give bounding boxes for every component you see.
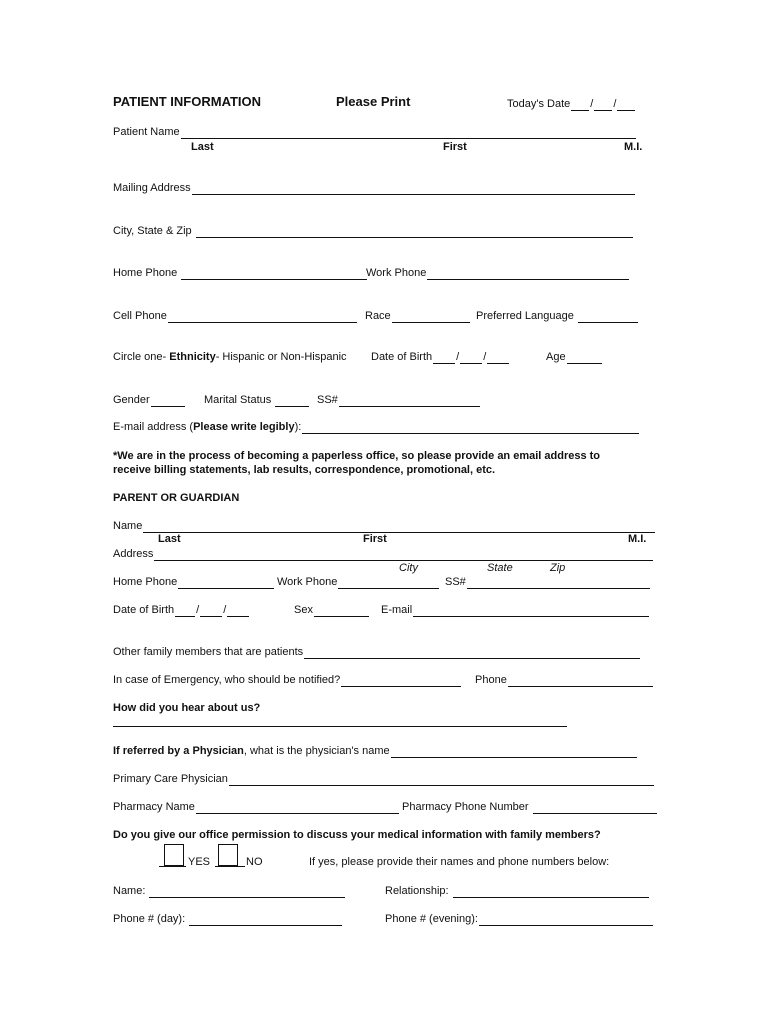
guardian-home-phone-label: Home Phone	[113, 576, 178, 588]
email-field[interactable]	[113, 420, 640, 434]
permission-question: Do you give our office permission to discuss your medical information with family members?	[113, 829, 601, 841]
email-legibly-note: Please write legibly	[193, 421, 295, 433]
no-label: NO	[246, 856, 263, 868]
family-name-field[interactable]	[113, 884, 346, 898]
no-checkbox[interactable]	[218, 844, 238, 866]
please-print-label: Please Print	[336, 94, 411, 109]
relationship-label: Relationship:	[385, 885, 449, 897]
patient-dob-label: Date of Birth	[371, 351, 433, 363]
ethnicity-question[interactable]	[113, 350, 347, 364]
guardian-dob-label: Date of Birth	[113, 604, 175, 616]
age-field[interactable]	[546, 350, 603, 364]
guardian-email-field[interactable]	[381, 603, 650, 617]
phone-evening-field[interactable]	[385, 912, 654, 926]
family-members-field[interactable]	[113, 645, 641, 659]
mailing-address-label: Mailing Address	[113, 182, 191, 194]
cell-phone-field[interactable]	[113, 309, 358, 323]
referring-physician-field[interactable]	[113, 744, 638, 758]
ethnicity-label: Ethnicity	[169, 351, 216, 363]
phone-day-field[interactable]	[113, 912, 343, 926]
guardian-ssn-label: SS#	[445, 576, 466, 588]
guardian-name-field[interactable]	[113, 519, 656, 533]
age-label: Age	[546, 351, 566, 363]
race-field[interactable]	[365, 309, 471, 323]
marital-status-label: Marital Status	[204, 394, 272, 406]
emergency-phone-label: Phone	[475, 674, 507, 686]
guardian-first-label: First	[363, 533, 387, 545]
referring-physician-label: If referred by a Physician, what is the physician's name	[113, 745, 390, 757]
pharmacy-name-field[interactable]	[113, 800, 400, 814]
ethnicity-options: - Hispanic or Non-Hispanic	[215, 351, 347, 363]
race-label: Race	[365, 310, 391, 322]
cell-phone-label: Cell Phone	[113, 310, 167, 322]
preferred-language-field[interactable]	[476, 309, 639, 323]
guardian-work-phone-field[interactable]	[277, 575, 440, 589]
patient-ssn-label: SS#	[317, 394, 338, 406]
patient-last-label: Last	[191, 141, 214, 153]
guardian-address-label: Address	[113, 548, 154, 560]
patient-name-label: Patient Name	[113, 126, 180, 138]
family-members-label: Other family members that are patients	[113, 646, 304, 658]
yes-checkbox[interactable]	[164, 844, 184, 866]
guardian-name-label: Name	[113, 520, 143, 532]
guardian-dob-field[interactable]: Date of Birth / /	[113, 603, 250, 617]
home-phone-label: Home Phone	[113, 267, 178, 279]
preferred-language-label: Preferred Language	[476, 310, 574, 322]
guardian-zip-label: Zip	[550, 562, 566, 574]
todays-date-label: Today's Date	[507, 98, 571, 110]
guardian-ssn-field[interactable]	[445, 575, 651, 589]
gender-label: Gender	[113, 394, 150, 406]
relationship-field[interactable]	[385, 884, 650, 898]
guardian-address-field[interactable]	[113, 547, 654, 561]
emergency-phone-field[interactable]	[475, 673, 654, 687]
guardian-last-label: Last	[158, 533, 181, 545]
home-phone-field[interactable]	[113, 266, 368, 280]
form-title: PATIENT INFORMATION	[113, 94, 262, 109]
patient-mi-label: M.I.	[624, 141, 643, 153]
patient-name-field[interactable]	[113, 125, 637, 139]
pharmacy-phone-label: Pharmacy Phone Number	[402, 801, 529, 813]
pharmacy-name-label: Pharmacy Name	[113, 801, 195, 813]
primary-care-field[interactable]	[113, 772, 655, 786]
work-phone-label: Work Phone	[366, 267, 427, 279]
pharmacy-phone-field[interactable]	[402, 800, 658, 814]
city-state-zip-field[interactable]	[113, 224, 634, 238]
mailing-address-field[interactable]	[113, 181, 636, 195]
yes-underline	[159, 866, 186, 867]
guardian-work-phone-label: Work Phone	[277, 576, 338, 588]
guardian-email-label: E-mail	[381, 604, 413, 616]
guardian-sex-label: Sex	[294, 604, 313, 616]
phone-evening-label: Phone # (evening):	[385, 913, 478, 925]
email-label: E-mail address (Please write legibly):	[113, 421, 302, 433]
guardian-heading: PARENT OR GUARDIAN	[113, 492, 240, 504]
how-heard-label: How did you hear about us?	[113, 702, 261, 714]
patient-dob-field[interactable]: Date of Birth / /	[371, 350, 510, 364]
work-phone-field[interactable]	[366, 266, 630, 280]
circle-one-label: Circle one-	[113, 351, 170, 363]
primary-care-label: Primary Care Physician	[113, 773, 228, 785]
guardian-state-label: State	[487, 562, 513, 574]
paperless-notice: *We are in the process of becoming a paperless office, so please provide an email address to receive billing statements, lab results, correspondence, promotional, etc.	[113, 450, 601, 476]
no-underline	[215, 866, 245, 867]
guardian-mi-label: M.I.	[628, 533, 647, 545]
marital-status-field[interactable]	[204, 393, 310, 407]
guardian-sex-field[interactable]	[294, 603, 370, 617]
guardian-city-label: City	[399, 562, 418, 574]
yes-label: YES	[188, 856, 211, 868]
emergency-contact-field[interactable]	[113, 673, 462, 687]
patient-ssn-field[interactable]	[317, 393, 481, 407]
emergency-contact-label: In case of Emergency, who should be notified?	[113, 674, 341, 686]
patient-first-label: First	[443, 141, 467, 153]
todays-date-field[interactable]: Today's Date / /	[507, 97, 636, 111]
family-name-label: Name:	[113, 885, 146, 897]
phone-day-label: Phone # (day):	[113, 913, 186, 925]
how-heard-line[interactable]	[113, 726, 567, 727]
guardian-home-phone-field[interactable]	[113, 575, 275, 589]
city-state-zip-label: City, State & Zip	[113, 225, 192, 237]
if-yes-instruction: If yes, please provide their names and phone numbers below:	[309, 856, 610, 868]
gender-field[interactable]	[113, 393, 186, 407]
